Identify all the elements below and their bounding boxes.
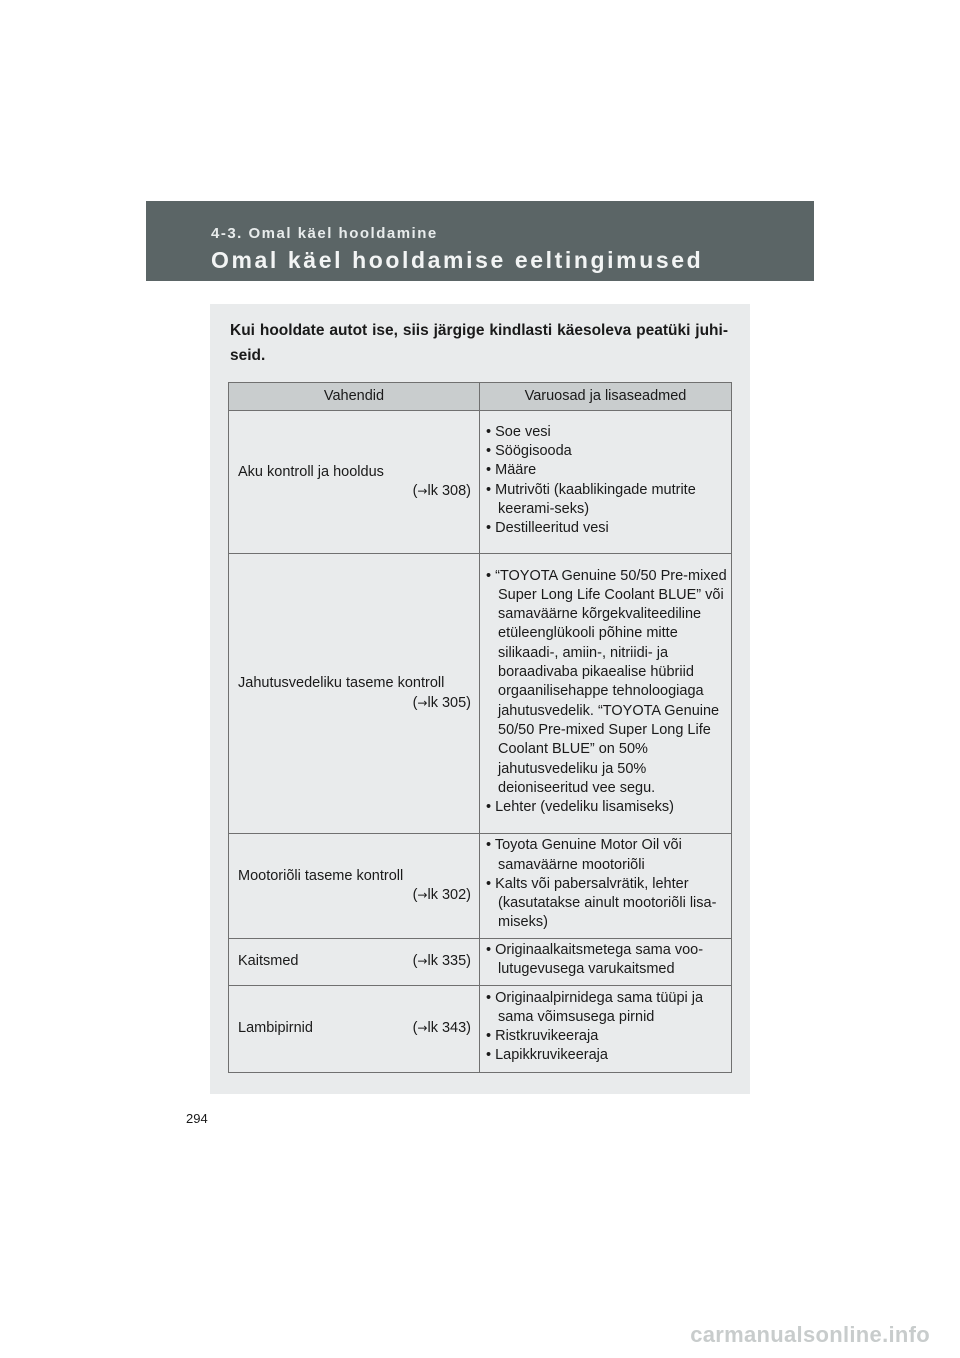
tool-cell [229,939,480,986]
content-box [210,304,750,1094]
section-label: 4-3. Omal käel hooldamine [211,225,438,242]
list-item: • Ristkruvikeeraja [486,1027,729,1046]
page-reference-label: lk 305) [427,694,471,711]
table-row [229,985,732,1072]
list-item: • “TOYOTA Genuine 50/50 Pre-mixed Super Long Life Coolant BLUE” või samaväärne kõrgekvaliteediline etüleenglükooli põhine mitte silikaadi-, amiin-, nitriidi- ja boraadivaba pikaealise hübriid orgaanilisehappe tehnoloogiaga jahutusvedelik. “TOYOTA Genuine 50/50 Pre-mixed Super Long Life Coolant BLUE” on 50% jahutusvedeliku ja 50% deioniseeritud vee segu. [486,567,729,799]
page-title: Omal käel hooldamise eeltingimused [211,247,704,273]
tool-cell [229,834,480,939]
page-reference: (→lk 335) [412,953,471,970]
table-row [229,411,732,554]
page-reference: (→lk 343) [412,1019,471,1036]
chapter-header [146,201,814,281]
tool-cell [229,985,480,1072]
list-item: • Lehter (vedeliku lisamiseks) [486,798,729,817]
page-reference: (→lk 305) [412,694,471,711]
table-row [229,834,732,939]
page-reference-label: lk 343) [427,1019,471,1036]
table-row [229,554,732,834]
list-item: • Mutrivõti (kaablikingade mutrite keerami-seks) [486,481,729,520]
table-row [229,939,732,986]
table-header-row [229,383,732,411]
tool-label: Kaitsmed [238,953,299,970]
list-item: • Originaalkaitsmetega sama voo-lutugevusega varukaitsmed [486,941,729,980]
tool-label: Mootoriõli taseme kontroll [238,867,404,884]
intro-text: Kui hooldate autot ise, siis järgige kindlasti käesoleva peatüki juhi-seid. [230,322,728,364]
tool-label: Lambipirnid [238,1019,313,1036]
tool-cell [229,411,480,554]
parts-cell [480,985,732,1072]
page-reference-label: lk 335) [427,953,471,970]
page-reference: (→lk 308) [412,483,471,499]
arrow-right-icon: → [417,1020,428,1035]
column-header-tools: Vahendid [229,383,480,411]
list-item: • Söögisooda [486,442,729,461]
list-item: • Originaalpirnidega sama tüüpi ja sama võimsusega pirnid [486,989,729,1028]
arrow-right-icon: → [417,484,428,498]
watermark: carmanualsonline.info [690,1322,930,1347]
page-reference-label: lk 302) [427,887,471,903]
parts-cell [480,411,732,554]
parts-cell [480,939,732,986]
parts-table [228,382,732,1073]
tool-cell [229,554,480,834]
list-item: • Kalts või pabersalvrätik, lehter (kasutatakse ainult mootoriõli lisa-miseks) [486,875,729,933]
column-header-parts: Varuosad ja lisaseadmed [480,383,732,411]
parts-cell [480,834,732,939]
arrow-right-icon: → [417,888,428,902]
page-reference-label: lk 308) [427,483,471,499]
arrow-right-icon: → [417,695,428,710]
list-item: • Toyota Genuine Motor Oil või samaväärne mootoriõli [486,836,729,875]
arrow-right-icon: → [417,954,428,969]
tool-label: Aku kontroll ja hooldus [238,463,384,480]
tool-label: Jahutusvedeliku taseme kontroll [238,675,445,692]
page-number: 294 [186,1111,208,1126]
list-item: • Määre [486,461,729,480]
list-item: • Lapikkruvikeeraja [486,1046,729,1065]
parts-cell [480,554,732,834]
list-item: • Soe vesi [486,423,729,442]
page-reference: (→lk 302) [412,887,471,903]
list-item: • Destilleeritud vesi [486,519,729,538]
